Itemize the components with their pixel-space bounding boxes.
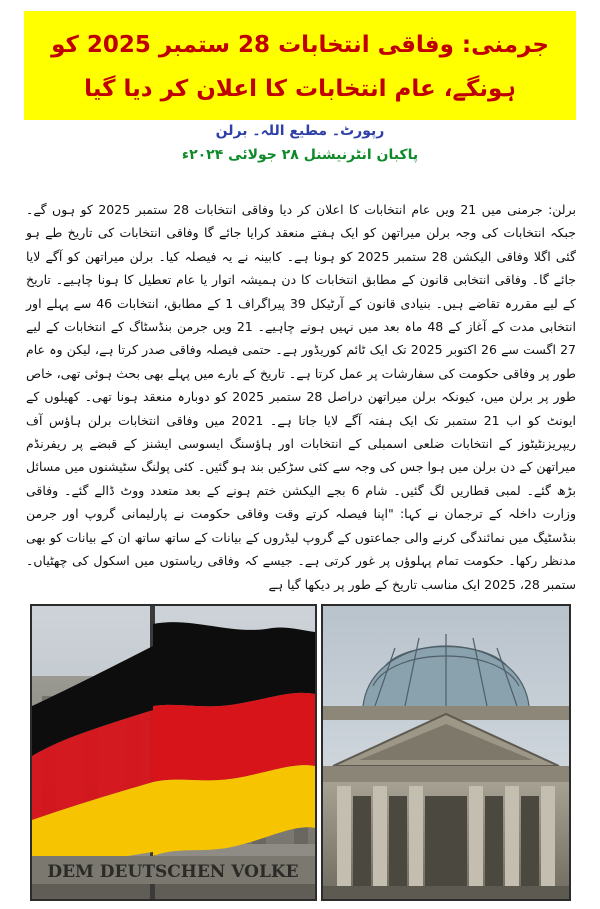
- reporter-byline: رپورٹ۔ مطیع اللہ۔ برلن: [215, 123, 385, 139]
- photo-strip: [30, 604, 571, 901]
- headline-title: جرمنی: وفاقی انتخابات 28 ستمبر 2025 کو ہونگے، عام انتخابات کا اعلان کر دیا گیا: [51, 32, 549, 102]
- article-body: برلن: جرمنی میں 21 ویں عام انتخابات کا اعلان کر دیا وفاقی انتخابات 28 ستمبر 2025 کو ہوں گے۔ جبکہ انتخابات کی وجہ برلن میراتھن کو ایک ہفتے منعقد کرایا جائے گا وفاقی انتخابات کی تاریخ طے ہو گئی اگلا وفاقی الیکشن 28 ستمبر 2025 کو ہونا ہے۔ کابینہ نے یہ فیصلہ کیا۔ برلن میراتھن کو آگے لایا جائے گا۔ وفاقی انتخابی قانون کے مطابق انتخابات کا دن ہمیشہ اتوار یا عام تعطیل کا ہونا چاہیے۔ تاریخ کے لیے مقررہ تقاضے ہیں۔ بنیادی قانون کے آرٹیکل 39 پیراگراف 1 کے مطابق، انتخابات 46 سے پہلے اور انتخابی مدت کے آغاز کے 48 ماہ بعد میں نہیں ہونے چاہیے۔ 21 ویں جرمن بنڈسٹاگ کے انتخابات کے لیے 27 اگست سے 26 اکتوبر 2025 تک ایک ٹائم کوریڈور ہے۔ حتمی فیصلہ وفاقی صدر کرتا ہے، لیکن وہ عام طور پر وفاقی حکومت کی سفارشات پر عمل کرتا ہے۔ تاریخ کے بارے میں پہلے بھی بحث ہوئی تھی، خاص طور پر برلن میں، کیونکہ برلن میراتھن دراصل 28 ستمبر 2025 کو دوبارہ منعقد ہونا تھی۔ کھیلوں کے ایونٹ کو اب 21 ستمبر تک ایک ہفتہ آگے لایا جاتا ہے۔ 2021 میں وفاقی انتخابات برلن ہاؤس آف ریپریزنٹیٹوز کے انتخابات ضلعی اسمبلی کے انتخابات اور ہاؤسنگ ایسوسی ایشنز کے قبضے پر ریفرنڈم میراتھن کے دن برلن میں ہوا جس کی وجہ سے کئی سڑکیں بند ہو گئیں۔ کئی پولنگ سٹیشنوں میں مسائل بڑھ گئے۔ لمبی قطاریں لگ گئیں۔ شام 6 بجے الیکشن ختم ہونے کے بعد متعدد ووٹ ڈالے گئے۔ وفاقی وزارت داخلہ کے ترجمان نے کہا: "اپنا فیصلہ کرتے وقت وفاقی حکومت نے پارلیمانی گروپ اور جرمن بنڈسٹیگ میں نمائندگی کرنے والی جماعتوں کے گروپ لیڈروں کے بیانات کے ساتھ ساتھ ان کے بیانات کو بھی مدنظر رکھا۔ حکومت تمام پہلوؤں پر غور کرتی ہے۔ جیسے کہ وفاقی ریاستوں میں اسکول کی چھٹیاں۔ ستمبر 28، 2025 ایک مناسب تاریخ کے طور پر دیکھا گیا ہے: [26, 202, 577, 592]
- german-flag-photo: [30, 604, 317, 901]
- reichstag-illustration: [323, 606, 569, 899]
- reichstag-dome-photo: [321, 604, 571, 901]
- headline-banner: [24, 11, 576, 120]
- inscription-text: DEM DEUTSCHEN VOLKE: [47, 862, 299, 882]
- publication-dateline: پاکبان انٹرنیشنل ۲۸ جولائی ۲۰۲۴ء: [181, 147, 419, 163]
- german-flag-illustration: [32, 606, 315, 899]
